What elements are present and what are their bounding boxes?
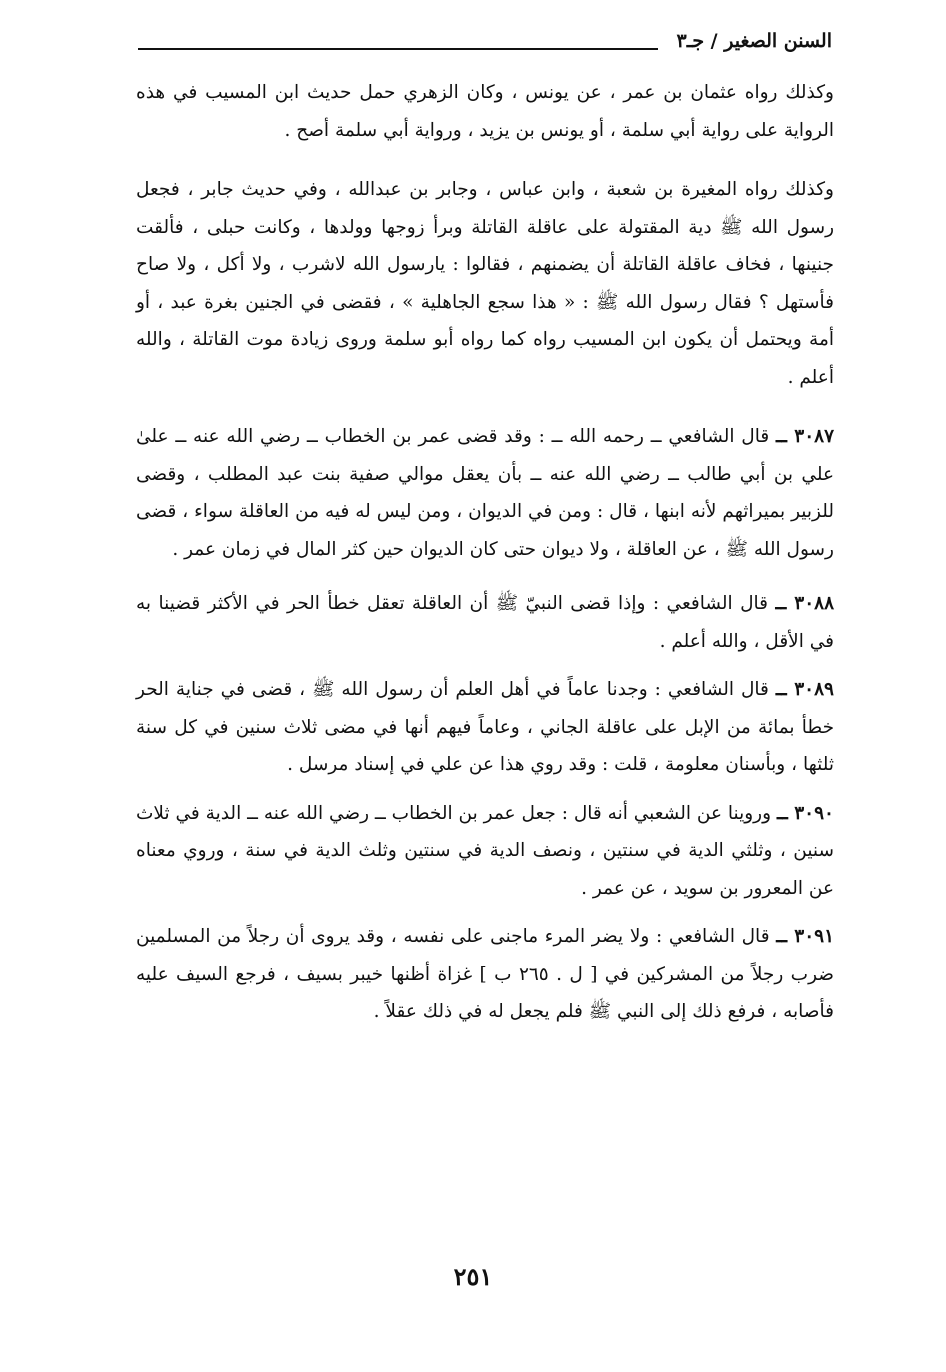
- paragraph-3091-text: قال الشافعي : ولا يضر المرء ماجنى على نفسه ، وقد يروى أن رجلاً من المسلمين ضرب رجلاً من المشركين في [ ل . ٢٦٥ ب ] غزاة أظنها خيبر بسيف ، فرجع السيف عليه فأصابه ، فرفع ذلك إلى النبي ﷺ فلم يجعل له في ذلك عقلاً .: [136, 926, 834, 1022]
- header-title: السنن الصغير / جـ٣: [676, 30, 832, 52]
- paragraph-3088: [136, 585, 834, 660]
- page-number: ٢٥١: [453, 1262, 493, 1291]
- page-body: [136, 74, 834, 1031]
- header-rule: [138, 48, 658, 50]
- hadith-number-3090: ٣٠٩٠ ــ: [776, 802, 834, 824]
- paragraph-3090: [136, 795, 834, 908]
- hadith-number-3091: ٣٠٩١ ــ: [776, 926, 835, 947]
- paragraph-3088-text: قال الشافعي : وإذا قضى النبيّ ﷺ أن العاقلة تعقل خطأ الحر في الأكثر قضينا به في الأقل ، والله أعلم .: [136, 593, 834, 652]
- paragraph-3087: [136, 418, 834, 568]
- paragraph-2: وكذلك رواه المغيرة بن شعبة ، وابن عباس ، وجابر بن عبدالله ، وفي حديث جابر ، فجعل رسول الله ﷺ دية المقتولة على عاقلة القاتلة وبرأ زوجها وولدها ، وكانت حبلى ، فألقت جنينها ، فخاف عاقلة القاتلة أن يضمنهم ، فقالوا : يارسول الله لاشرب ، ولا أكل ، ولا صاح فأستهل ؟ فقال رسول الله ﷺ : « هذا سجع الجاهلية » ، فقضى في الجنين بغرة عبد ، أو أمة ويحتمل أن يكون ابن المسيب رواه كما رواه أبو سلمة وروى زيادة موت القاتلة ، والله أعلم .: [136, 179, 834, 388]
- paragraph-3090-text: وروينا عن الشعبي أنه قال : جعل عمر بن الخطاب ــ رضي الله عنه ــ الدية في ثلاث سنين ، وثلثي الدية في سنتين ، ونصف الدية في سنتين وثلث الدية في سنة ، وروي معناه عن المعرور بن سويد ، عن عمر .: [136, 802, 834, 899]
- paragraph-1: وكذلك رواه عثمان بن عمر ، عن يونس ، وكان الزهري حمل حديث ابن المسيب في هذه الرواية على رواية أبي سلمة ، أو يونس بن يزيد ، ورواية أبي سلمة أصح .: [136, 82, 834, 141]
- hadith-number-3089: ٣٠٨٩ ــ: [775, 679, 834, 700]
- hadith-number-3087: ٣٠٨٧ ــ: [776, 426, 835, 447]
- paragraph-3089-text: قال الشافعي : وجدنا عاماً في أهل العلم أن رسول الله ﷺ ، قضى في جناية الحر خطأ بمائة من الإبل على عاقلة الجاني ، وعاماً فيهم أنها في مضى ثلاث سنين في كل سنة ثلثها ، وبأسنان معلومة ، قلت : وقد روي هذا عن علي في إسناد مرسل .: [136, 679, 834, 775]
- paragraph-3091: [136, 918, 834, 1031]
- paragraph-3087-text: قال الشافعي ــ رحمه الله ــ : وقد قضى عمر بن الخطاب ــ رضي الله عنه ــ علىٰ علي بن أبي طالب ــ رضي الله عنه ــ بأن يعقل موالي صفية بنت عبد المطلب ، وقضى للزبير بميراثهم لأنه ابنها ، قال : ومن في الديوان ، ومن ليس له فيه من العاقلة سواء ، قضى رسول الله ﷺ ، عن العاقلة ، ولا ديوان حتى كان الديوان حين كثر المال في زمان عمر .: [136, 426, 834, 560]
- running-header: [138, 30, 832, 60]
- hadith-number-3088: ٣٠٨٨ ــ: [775, 593, 835, 614]
- paragraph-3089: [136, 671, 834, 784]
